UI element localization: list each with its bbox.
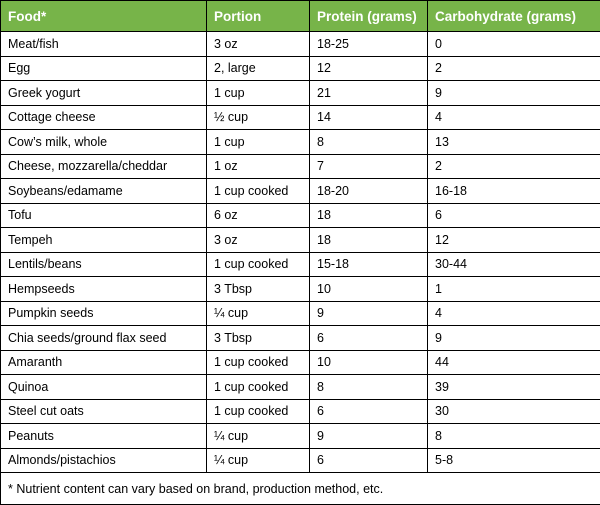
header-protein: Protein (grams) bbox=[310, 1, 428, 32]
portion-cell: 1 cup cooked bbox=[207, 399, 310, 424]
protein-cell: 18 bbox=[310, 228, 428, 253]
portion-cell: 3 Tbsp bbox=[207, 326, 310, 351]
carbohydrate-cell: 9 bbox=[428, 326, 600, 351]
table-row bbox=[1, 81, 600, 106]
portion-cell: 3 oz bbox=[207, 228, 310, 253]
portion-cell: 1 cup cooked bbox=[207, 179, 310, 204]
food-cell: Chia seeds/ground flax seed bbox=[1, 326, 207, 351]
protein-cell: 10 bbox=[310, 350, 428, 375]
carbohydrate-cell: 1 bbox=[428, 277, 600, 302]
portion-cell: ¼ cup bbox=[207, 424, 310, 449]
protein-cell: 21 bbox=[310, 81, 428, 106]
protein-cell: 15-18 bbox=[310, 252, 428, 277]
portion-cell: ½ cup bbox=[207, 105, 310, 130]
footnote-row bbox=[1, 473, 600, 505]
carbohydrate-cell: 9 bbox=[428, 81, 600, 106]
protein-cell: 6 bbox=[310, 399, 428, 424]
table-row bbox=[1, 179, 600, 204]
carbohydrate-cell: 4 bbox=[428, 301, 600, 326]
protein-cell: 14 bbox=[310, 105, 428, 130]
portion-cell: 1 cup bbox=[207, 81, 310, 106]
header-row bbox=[1, 1, 600, 32]
header-portion: Portion bbox=[207, 1, 310, 32]
portion-cell: ¼ cup bbox=[207, 448, 310, 473]
carbohydrate-cell: 6 bbox=[428, 203, 600, 228]
carbohydrate-cell: 8 bbox=[428, 424, 600, 449]
food-cell: Cheese, mozzarella/cheddar bbox=[1, 154, 207, 179]
food-cell: Pumpkin seeds bbox=[1, 301, 207, 326]
table-row bbox=[1, 277, 600, 302]
table-row bbox=[1, 252, 600, 277]
food-cell: Almonds/pistachios bbox=[1, 448, 207, 473]
food-cell: Hempseeds bbox=[1, 277, 207, 302]
table-row bbox=[1, 399, 600, 424]
portion-cell: 3 Tbsp bbox=[207, 277, 310, 302]
food-cell: Tempeh bbox=[1, 228, 207, 253]
portion-cell: 1 oz bbox=[207, 154, 310, 179]
table-row bbox=[1, 32, 600, 57]
food-cell: Steel cut oats bbox=[1, 399, 207, 424]
food-cell: Tofu bbox=[1, 203, 207, 228]
header-carbohydrate: Carbohydrate (grams) bbox=[428, 1, 600, 32]
carbohydrate-cell: 2 bbox=[428, 56, 600, 81]
protein-cell: 9 bbox=[310, 301, 428, 326]
table-row bbox=[1, 203, 600, 228]
protein-cell: 12 bbox=[310, 56, 428, 81]
table-row bbox=[1, 105, 600, 130]
portion-cell: 3 oz bbox=[207, 32, 310, 57]
protein-cell: 10 bbox=[310, 277, 428, 302]
table-row bbox=[1, 424, 600, 449]
food-cell: Peanuts bbox=[1, 424, 207, 449]
carbohydrate-cell: 12 bbox=[428, 228, 600, 253]
protein-cell: 18-20 bbox=[310, 179, 428, 204]
food-cell: Greek yogurt bbox=[1, 81, 207, 106]
portion-cell: 1 cup cooked bbox=[207, 375, 310, 400]
protein-cell: 18-25 bbox=[310, 32, 428, 57]
protein-cell: 8 bbox=[310, 375, 428, 400]
protein-cell: 9 bbox=[310, 424, 428, 449]
table-row bbox=[1, 228, 600, 253]
food-cell: Lentils/beans bbox=[1, 252, 207, 277]
portion-cell: 1 cup cooked bbox=[207, 350, 310, 375]
table-row bbox=[1, 301, 600, 326]
table-body bbox=[1, 32, 600, 473]
footnote: * Nutrient content can vary based on brand, production method, etc. bbox=[1, 473, 600, 505]
portion-cell: 6 oz bbox=[207, 203, 310, 228]
food-cell: Amaranth bbox=[1, 350, 207, 375]
food-cell: Meat/fish bbox=[1, 32, 207, 57]
protein-cell: 6 bbox=[310, 448, 428, 473]
carbohydrate-cell: 13 bbox=[428, 130, 600, 155]
table-row bbox=[1, 350, 600, 375]
carbohydrate-cell: 30-44 bbox=[428, 252, 600, 277]
carbohydrate-cell: 16-18 bbox=[428, 179, 600, 204]
protein-cell: 8 bbox=[310, 130, 428, 155]
food-cell: Cottage cheese bbox=[1, 105, 207, 130]
protein-cell: 7 bbox=[310, 154, 428, 179]
carbohydrate-cell: 5-8 bbox=[428, 448, 600, 473]
table-row bbox=[1, 448, 600, 473]
carbohydrate-cell: 44 bbox=[428, 350, 600, 375]
table-footer bbox=[1, 473, 600, 505]
portion-cell: 1 cup bbox=[207, 130, 310, 155]
table-row bbox=[1, 154, 600, 179]
carbohydrate-cell: 39 bbox=[428, 375, 600, 400]
table-row bbox=[1, 56, 600, 81]
protein-cell: 6 bbox=[310, 326, 428, 351]
food-cell: Quinoa bbox=[1, 375, 207, 400]
carbohydrate-cell: 0 bbox=[428, 32, 600, 57]
portion-cell: ¼ cup bbox=[207, 301, 310, 326]
protein-cell: 18 bbox=[310, 203, 428, 228]
table-row bbox=[1, 326, 600, 351]
table-header bbox=[1, 1, 600, 32]
carbohydrate-cell: 2 bbox=[428, 154, 600, 179]
food-cell: Egg bbox=[1, 56, 207, 81]
portion-cell: 1 cup cooked bbox=[207, 252, 310, 277]
food-cell: Cow’s milk, whole bbox=[1, 130, 207, 155]
header-food: Food* bbox=[1, 1, 207, 32]
carbohydrate-cell: 30 bbox=[428, 399, 600, 424]
table-row bbox=[1, 130, 600, 155]
table-row bbox=[1, 375, 600, 400]
food-cell: Soybeans/edamame bbox=[1, 179, 207, 204]
carbohydrate-cell: 4 bbox=[428, 105, 600, 130]
portion-cell: 2, large bbox=[207, 56, 310, 81]
